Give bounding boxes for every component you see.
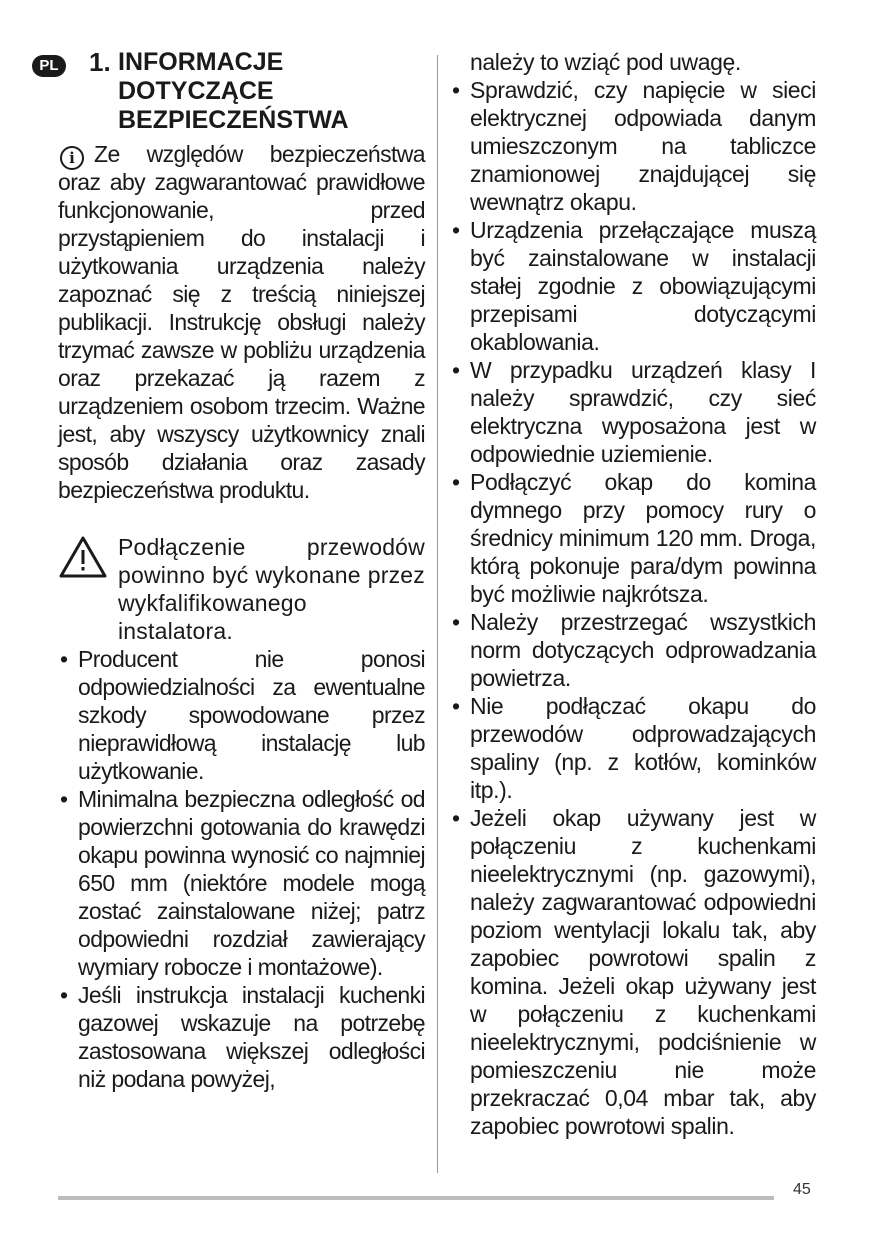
right-bullet-list [450, 76, 816, 1140]
warning-icon [58, 535, 108, 579]
section-title [118, 48, 349, 135]
section-title-line: INFORMACJE [118, 48, 284, 76]
continuation-text: należy to wziąć pod uwagę. [470, 49, 741, 75]
bullet-icon: • [452, 609, 461, 635]
right-column [450, 48, 816, 1140]
bullet-icon: • [60, 982, 69, 1008]
left-bullet-list [58, 645, 425, 1093]
list-item [450, 608, 816, 692]
list-item-text: Należy przestrzegać wszystkich norm dotyczących odprowadzania powietrza. [470, 609, 816, 691]
bullet-icon: • [452, 77, 461, 103]
list-item-text: Podłączyć okap do komina dymnego przy pomocy rury o średnicy minimum 120 mm. Droga, którą pokonuje para/dym powinna być możliwie najkrótsza. [470, 469, 816, 607]
bullet-icon: • [452, 805, 461, 831]
list-item [450, 692, 816, 804]
list-item [58, 981, 425, 1093]
section-title-line: DOTYCZĄCE [118, 77, 274, 105]
bullet-icon: • [452, 357, 461, 383]
bullet-icon: • [452, 469, 461, 495]
list-item [450, 76, 816, 216]
list-item-text: Minimalna bezpieczna odległość od powierzchni gotowania do krawędzi okapu powinna wynosić co najmniej 650 mm (niektóre modele mogą zostać zainstalowane niżej; patrz odpowiedni rozdział zawierający wymiary robocze i montażowe). [78, 786, 425, 980]
info-icon: i [60, 146, 84, 170]
intro-block [58, 140, 425, 504]
bullet-icon: • [452, 693, 461, 719]
language-badge: PL [32, 55, 66, 77]
warning-block [58, 533, 425, 645]
warning-text: Podłączenie przewodów powinno być wykonane przez wykfalifikowanego instalatora. [118, 534, 425, 644]
list-item [450, 356, 816, 468]
footer-rule [58, 1196, 774, 1200]
left-column [39, 47, 425, 1093]
list-item-text: Urządzenia przełączające muszą być zainstalowane w instalacji stałej zgodnie z obowiązującymi przepisami dotyczącymi okablowania. [470, 217, 816, 355]
list-item-text: Nie podłączać okapu do przewodów odprowadzających spaliny (np. z kotłów, kominków itp.). [470, 693, 816, 803]
section-number: 1. [89, 47, 111, 77]
bullet-icon: • [60, 646, 69, 672]
list-item [450, 468, 816, 608]
bullet-icon: • [452, 217, 461, 243]
list-item-text: Jeśli instrukcja instalacji kuchenki gazowej wskazuje na potrzebę zastosowana większej odległości niż podana powyżej, [78, 982, 425, 1092]
section-title-line: BEZPIECZEŃSTWA [118, 106, 349, 134]
intro-paragraph: Ze względów bezpieczeństwa oraz aby zagwarantować prawidłowe funkcjonowanie, przed przystąpieniem do instalacji i użytkowania urządzenia należy zapoznać się z treścią niniejszej publikacji. Instrukcję obsługi należy trzymać zawsze w pobliżu urządzenia oraz przekazać ją razem z urządzeniem osobom trzecim. Ważne jest, aby wszyscy użytkownicy znali sposób działania oraz zasady bezpieczeństwa produktu. [58, 141, 425, 503]
section-heading [39, 47, 425, 140]
list-item [58, 785, 425, 981]
list-item-text: W przypadku urządzeń klasy I należy sprawdzić, czy sieć elektryczna wyposażona jest w odpowiednie uziemienie. [470, 357, 816, 467]
list-item [58, 645, 425, 785]
column-divider [437, 55, 438, 1173]
list-item-text: Jeżeli okap używany jest w połączeniu z kuchenkami nieelektrycznymi (np. gazowymi), należy zagwarantować odpowiedni poziom wentylacji lokalu tak, aby zapobiec powrotowi spalin z komina. Jeżeli okap używany jest w połączeniu z kuchenkami nieelektrycznymi, podciśnienie w pomieszczeniu nie może przekraczać 0,04 mbar tak, aby zapobiec powrotowi spalin. [470, 805, 816, 1139]
list-item [450, 804, 816, 1140]
bullet-icon: • [60, 786, 69, 812]
list-item-text: Producent nie ponosi odpowiedzialności za ewentualne szkody spowodowane przez nieprawidłową instalację lub użytkowanie. [78, 646, 425, 784]
page-number: 45 [793, 1181, 811, 1198]
list-item [450, 216, 816, 356]
list-item-text: Sprawdzić, czy napięcie w sieci elektrycznej odpowiada danym umieszczonym na tabliczce znamionowej znajdującej się wewnątrz okapu. [470, 77, 816, 215]
